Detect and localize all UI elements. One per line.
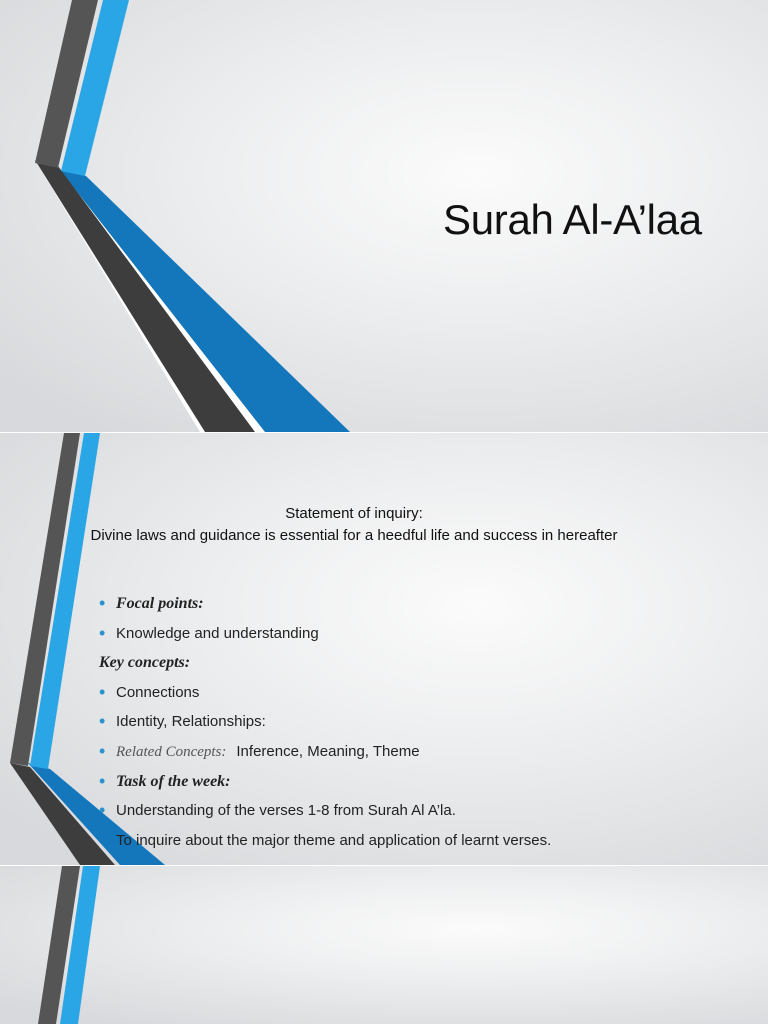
bullet-icon: •: [99, 593, 106, 613]
list-item: [99, 796, 719, 826]
task-text: To inquire about the major theme and application of learnt verses.: [116, 831, 552, 849]
key-concept-text: Connections: [116, 683, 200, 701]
list-item: [99, 619, 719, 649]
task-heading: Task of the week:: [116, 772, 231, 790]
focal-point-text: Knowledge and understanding: [116, 624, 319, 642]
list-item: [99, 707, 719, 737]
task-text: Understanding of the verses 1-8 from Surah Al A’la.: [116, 802, 456, 820]
slide-title-text: Surah Al-A’laa: [443, 196, 702, 243]
bullet-icon: •: [99, 740, 106, 761]
statement-heading: Statement of inquiry:: [285, 505, 423, 522]
related-concepts-text: Inference, Meaning, Theme: [236, 742, 420, 760]
list-item: [99, 826, 719, 856]
slide-inquiry: [0, 433, 768, 865]
list-item: [99, 678, 719, 708]
slide-partial: [0, 866, 768, 1024]
list-item-related-concepts: [99, 737, 719, 767]
focal-points-heading: Focal points:: [116, 595, 204, 612]
key-concepts-heading: Key concepts:: [99, 654, 191, 672]
related-concepts-label: Related Concepts:: [116, 743, 227, 760]
list-item-focal-points: [99, 589, 719, 619]
key-concept-text: Identity, Relationships:: [116, 713, 266, 731]
content-list: [99, 589, 719, 855]
list-item-task: [99, 767, 719, 797]
bullet-icon: •: [99, 681, 106, 702]
slide-title: [0, 0, 768, 432]
gray-wedge: [35, 160, 255, 432]
bullet-icon: •: [99, 622, 106, 643]
bullet-icon: •: [99, 711, 106, 732]
bullet-icon: •: [99, 800, 106, 821]
related-concepts-line: [116, 737, 420, 768]
bullet-icon: •: [99, 770, 106, 791]
decorative-stripes: [0, 866, 768, 1024]
list-item-key-concepts: [99, 648, 719, 678]
statement-body: Divine laws and guidance is essential for a heedful life and success in hereafter: [90, 527, 618, 544]
